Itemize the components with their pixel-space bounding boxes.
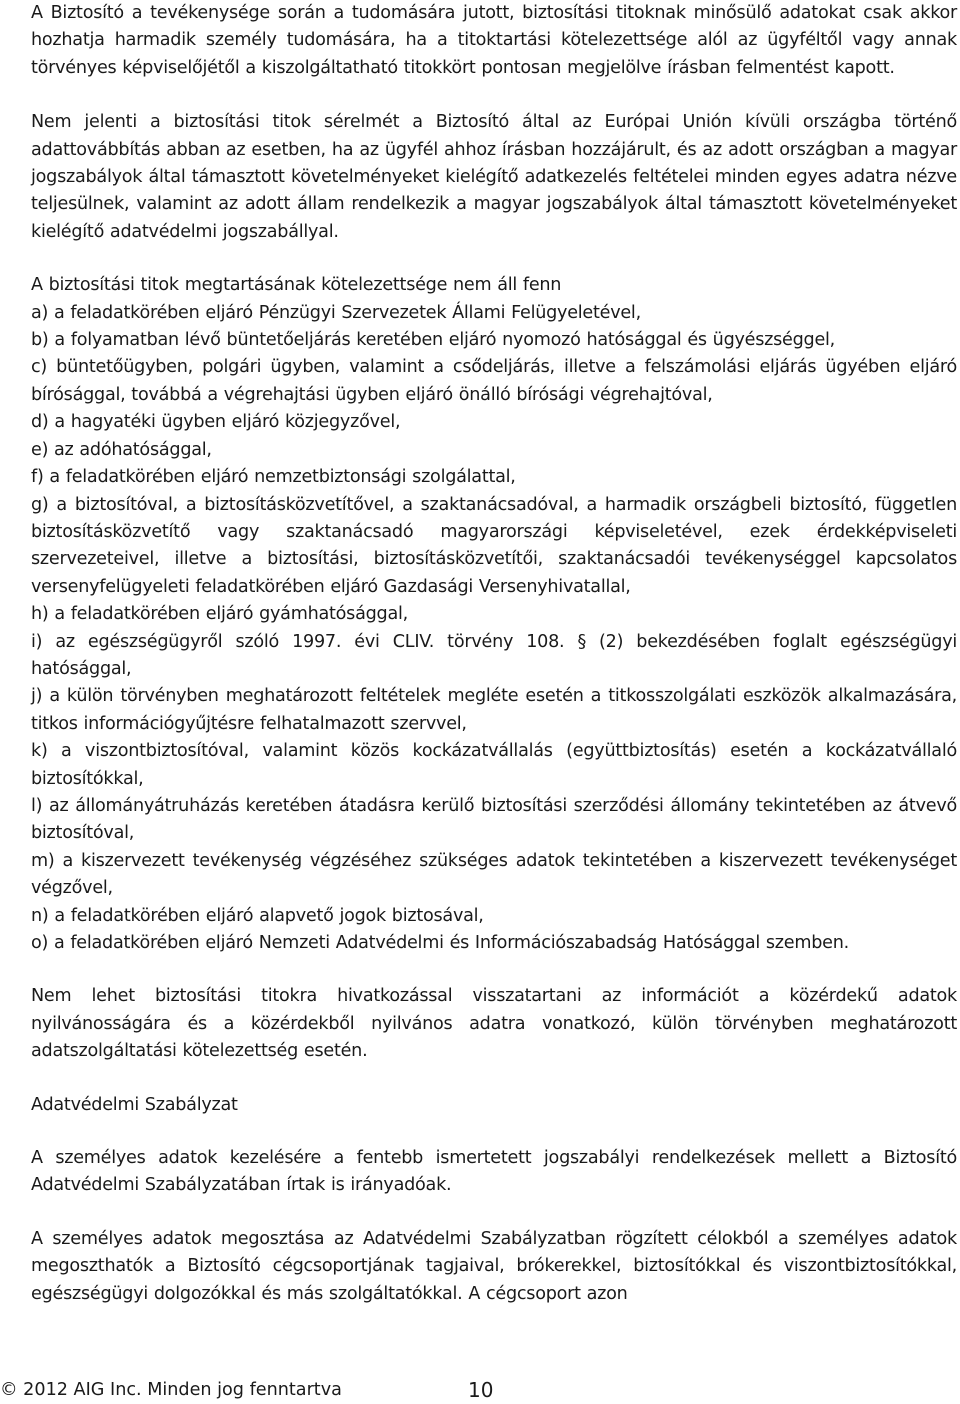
paragraph-data-sharing: A személyes adatok megosztása az Adatvédelmi Szabályzatban rögzített célokból a személyes adatok megoszthatók a Biztosító cégcsoportjának tagjaival, brókerekkel, biztosítókkal és viszontbiztosítókkal, egészségügyi dolgozókkal és más szolgáltatókkal. A cégcsoport azon <box>31 1228 957 1304</box>
list-intro: A biztosítási titok megtartásának kötelezettsége nem áll fenn <box>31 275 562 296</box>
paragraph-public-interest: Nem lehet biztosítási titokra hivatkozással visszatartani az információt a közérdekű adatok nyilvánosságára és a közérdekből nyilvános adatra vonatkozó, külön törvényben meghatározott adatszolgáltatási kötelezettség esetén. <box>31 986 957 1062</box>
paragraph-privacy-policy: A személyes adatok kezelésére a fentebb ismertetett jogszabályi rendelkezések mellett a Biztosító Adatvédelmi Szabályzatában írtak is irányadóak. <box>31 1148 957 1196</box>
list-item-f: f) a feladatkörében eljáró nemzetbiztonsági szolgálattal, <box>31 467 516 488</box>
list-item-g: g) a biztosítóval, a biztosításközvetítővel, a szaktanácsadóval, a harmadik országbeli biztosító, független biztosításközvetítő vagy szaktanácsadó magyarországi képviseletével, ezek érdekképviseleti szervezeteivel, illetve a biztosítási, biztosításközvetítői, szaktanácsadói tevékenységgel kapcsolatos versenyfelügyeleti feladatkörében eljáró Gazdasági Versenyhivatallal, <box>31 494 957 597</box>
list-item-j: j) a külön törvényben meghatározott feltételek megléte esetén a titkosszolgálati eszközök alkalmazására, titkos információgyűjtésre felhatalmazott szervvel, <box>31 686 957 734</box>
list-item-e: e) az adóhatósággal, <box>31 439 212 460</box>
page-footer <box>0 1376 520 1404</box>
list-item-i: i) az egészségügyről szóló 1997. évi CLIV. törvény 108. § (2) bekezdésében foglalt egészségügyi hatósággal, <box>31 631 957 679</box>
paragraph-secrecy-release: A Biztosító a tevékenysége során a tudomására jutott, biztosítási titoknak minősülő adatokat csak akkor hozhatja harmadik személy tudomására, ha a titoktartási kötelezettsége alól az ügyféltől vagy annak törvényes képviselőjétől a kiszolgáltatható titokkört pontosan megjelölve írásban felmentést kapott. <box>31 3 957 78</box>
list-item-h: h) a feladatkörében eljáró gyámhatósággal, <box>31 604 408 625</box>
page-number: 10 <box>468 1378 494 1402</box>
list-item-b: b) a folyamatban lévő büntetőeljárás keretében eljáró nyomozó hatósággal és ügyészséggel, <box>31 330 836 351</box>
list-item-m: m) a kiszervezett tevékenység végzéséhez szükséges adatok tekintetében a kiszervezett tevékenységet végzővel, <box>31 850 957 899</box>
paragraph-eu-transfer: Nem jelenti a biztosítási titok sérelmét a Biztosító által az Európai Unión kívüli országba történő adattovábbítás abban az esetben, ha az ügyfél ahhoz írásban hozzájárult, és az adott országban a magyar jogszabályok által támasztott követelményeket kielégítő adatkezelés feltételei minden egyes adatra nézve teljesülnek, valamint az adott állam rendelkezik a magyar jogszabályok által támasztott követelményeket kielégítő adatvédelmi jogszabállyal. <box>31 112 957 242</box>
list-item-d: d) a hagyatéki ügyben eljáró közjegyzővel, <box>31 412 401 433</box>
list-item-n: n) a feladatkörében eljáró alapvető jogok biztosával, <box>31 905 484 926</box>
list-item-a: a) a feladatkörében eljáró Pénzügyi Szervezetek Állami Felügyeletével, <box>31 302 641 323</box>
copyright-notice: © 2012 AIG Inc. Minden jog fenntartva <box>0 1380 342 1400</box>
list-item-o: o) a feladatkörében eljáró Nemzeti Adatvédelmi és Információszabadság Hatósággal szemben. <box>31 933 849 953</box>
document-page <box>31 0 957 1308</box>
list-item-k: k) a viszontbiztosítóval, valamint közös kockázatvállalás (együttbiztosítás) esetén a kockázatvállaló biztosítókkal, <box>31 741 957 789</box>
list-item-c: c) büntetőügyben, polgári ügyben, valamint a csődeljárás, illetve a felszámolási eljárás ügyében eljáró bírósággal, továbbá a végrehajtási ügyben eljáró önálló bírósági végrehajtóval, <box>31 357 957 405</box>
section-heading: Adatvédelmi Szabályzat <box>31 1094 238 1115</box>
list-item-l: l) az állományátruházás keretében átadásra kerülő biztosítási szerződési állomány tekintetében az átvevő biztosítóval, <box>31 795 957 844</box>
